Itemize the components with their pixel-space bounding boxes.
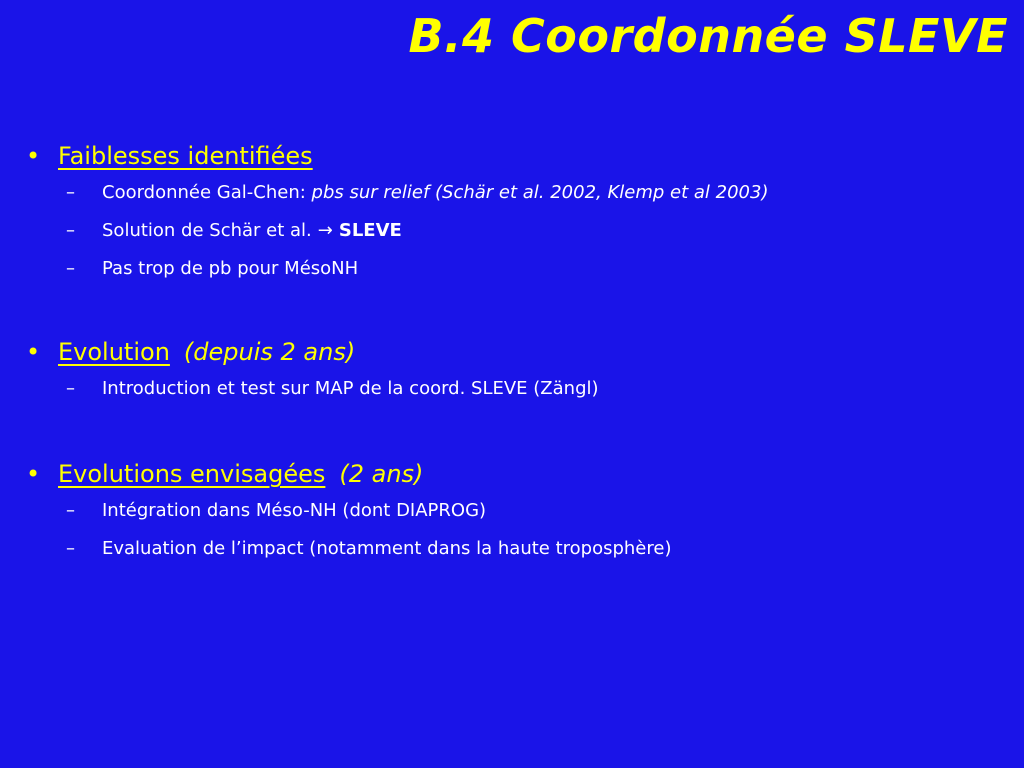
item-plain-text: Pas trop de pb pour MésoNH — [102, 258, 359, 279]
list-item — [26, 258, 1006, 296]
section-evolutions-envisagees — [26, 460, 1006, 576]
section-heading: Faiblesses identifiées — [58, 142, 313, 170]
sub-list — [26, 182, 1006, 296]
item-plain-text: Solution de Schär et al. — [102, 220, 312, 241]
bullet-icon: • — [26, 142, 41, 170]
list-item — [26, 220, 1006, 258]
bullet-icon: • — [26, 460, 41, 488]
section-heading-extra: (depuis 2 ans) — [183, 338, 356, 366]
item-bold-text: SLEVE — [338, 220, 402, 241]
section-heading-line — [26, 142, 1006, 182]
section-heading-line — [26, 460, 1006, 500]
item-plain-text: Coordonnée Gal-Chen: — [102, 182, 312, 203]
dash-icon: – — [66, 538, 75, 559]
dash-icon: – — [66, 378, 75, 399]
sub-list — [26, 500, 1006, 576]
section-faiblesses — [26, 142, 1006, 296]
list-item — [26, 500, 1006, 538]
list-item — [26, 538, 1006, 576]
slide-title: B.4 Coordonnée SLEVE — [408, 9, 1008, 63]
dash-icon: – — [66, 500, 75, 521]
section-heading: Evolution — [58, 338, 170, 366]
list-item — [26, 182, 1006, 220]
item-italic-text: pbs sur relief (Schär et al. 2002, Klemp et al 2003) — [311, 182, 769, 203]
item-plain-text: Evaluation de l’impact (notamment dans la haute troposphère) — [102, 538, 672, 559]
bullet-icon: • — [26, 338, 41, 366]
dash-icon: – — [66, 220, 75, 241]
section-heading: Evolutions envisagées — [58, 460, 326, 488]
item-plain-text: Introduction et test sur MAP de la coord. SLEVE (Zängl) — [102, 378, 599, 399]
sub-list — [26, 378, 1006, 416]
dash-icon: – — [66, 258, 75, 279]
list-item — [26, 378, 1006, 416]
section-evolution — [26, 338, 1006, 416]
item-plain-text: Intégration dans Méso-NH (dont DIAPROG) — [102, 500, 487, 521]
dash-icon: – — [66, 182, 75, 203]
section-heading-extra: (2 ans) — [339, 460, 424, 488]
section-heading-line — [26, 338, 1006, 378]
item-text — [102, 182, 768, 203]
item-text — [102, 220, 402, 241]
arrow-right-icon: → — [317, 220, 333, 241]
